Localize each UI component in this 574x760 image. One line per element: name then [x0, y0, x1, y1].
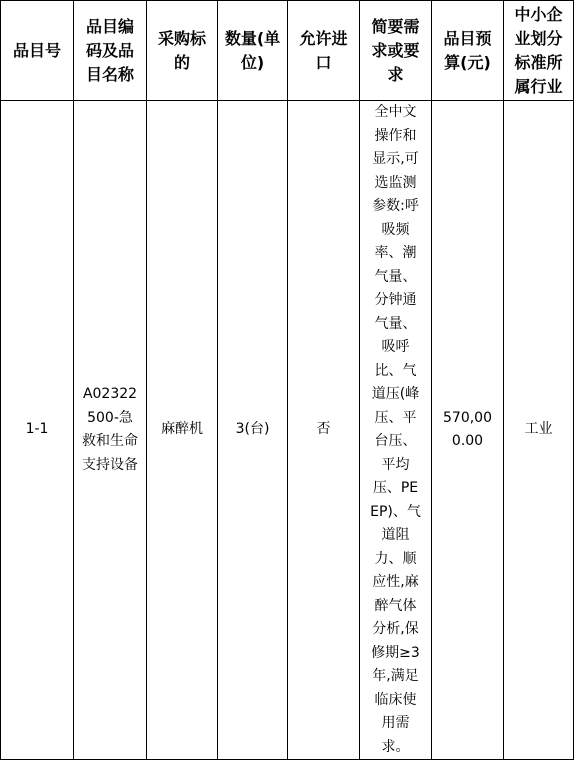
header-industry: 中小企业划分标准所属行业 — [504, 1, 574, 101]
header-budget: 品目预算(元) — [432, 1, 504, 101]
header-requirement: 简要需求或要求 — [360, 1, 432, 101]
header-import-allowed: 允许进口 — [288, 1, 360, 101]
cell-industry: 工业 — [504, 101, 574, 760]
cell-requirement: 全中文操作和显示,可选监测参数:呼吸频率、潮气量、分钟通气量、吸呼比、气道压(峰压、平台压、平均压、PEEP)、气道阻力、顺应性,麻醉气体分析,保修期≥3年,满足临床使用需求。 — [360, 101, 432, 760]
header-code-name: 品目编码及品目名称 — [74, 1, 147, 101]
table-row — [1, 101, 574, 760]
header-item-no: 品目号 — [1, 1, 74, 101]
cell-quantity: 3(台) — [218, 101, 288, 760]
cell-budget: 570,000.00 — [432, 101, 504, 760]
cell-target: 麻醉机 — [147, 101, 218, 760]
cell-import-allowed: 否 — [288, 101, 360, 760]
table-header-row — [1, 1, 574, 101]
header-target: 采购标的 — [147, 1, 218, 101]
cell-code-name: A02322500-急救和生命支持设备 — [74, 101, 147, 760]
header-quantity: 数量(单位) — [218, 1, 288, 101]
cell-item-no: 1-1 — [1, 101, 74, 760]
